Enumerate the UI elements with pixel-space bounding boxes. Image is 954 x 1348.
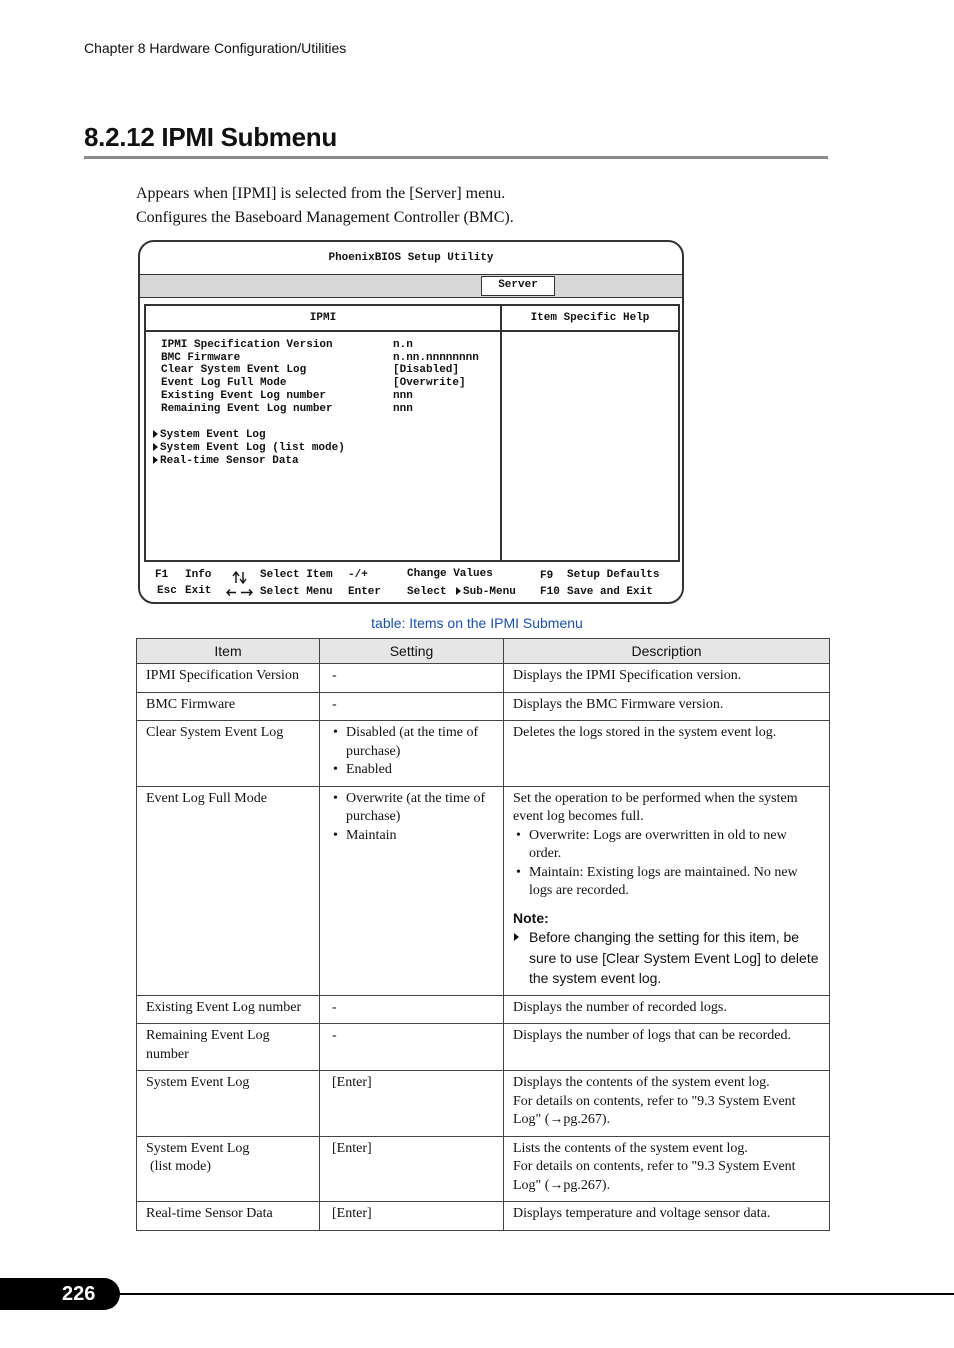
cell-setting: - bbox=[320, 1024, 504, 1071]
table-row bbox=[137, 995, 830, 1024]
table-row bbox=[137, 692, 830, 721]
field-ipmi-spec-version[interactable] bbox=[161, 339, 413, 352]
col-header-description: Description bbox=[504, 639, 830, 664]
description-text: Lists the contents of the system event log. bbox=[513, 1140, 748, 1156]
cell-description bbox=[504, 1071, 830, 1137]
cell-setting: [Enter] bbox=[320, 1202, 504, 1231]
field-label: IPMI Specification Version bbox=[161, 339, 333, 351]
table-row bbox=[137, 1136, 830, 1202]
title-rule bbox=[84, 156, 828, 159]
items-table bbox=[136, 638, 830, 1231]
setting-option: • Enabled bbox=[332, 761, 495, 780]
submenu-label: System Event Log bbox=[160, 429, 266, 441]
cell-item: Event Log Full Mode bbox=[137, 786, 320, 995]
cell-description: Displays the BMC Firmware version. bbox=[504, 692, 830, 721]
key-change-values: Change Values bbox=[407, 568, 493, 580]
submenu-label: Real-time Sensor Data bbox=[160, 455, 299, 467]
menu-server-tab[interactable]: Server bbox=[481, 276, 555, 296]
cell-description: Displays the number of logs that can be recorded. bbox=[504, 1024, 830, 1071]
cell-description: Displays the number of recorded logs. bbox=[504, 995, 830, 1024]
left-right-arrows-icon bbox=[226, 588, 254, 597]
table-row bbox=[137, 1024, 830, 1071]
field-value: [Disabled] bbox=[393, 364, 460, 376]
key-esc: Esc bbox=[157, 585, 177, 597]
field-label: Remaining Event Log number bbox=[161, 403, 333, 415]
key-minus-plus: -/+ bbox=[348, 569, 368, 581]
key-f10-label: Save and Exit bbox=[567, 586, 653, 598]
field-clear-sel[interactable] bbox=[161, 364, 460, 377]
bottom-rule bbox=[110, 1293, 954, 1295]
key-esc-label: Exit bbox=[185, 585, 212, 597]
field-value: nnn bbox=[393, 390, 413, 402]
cell-setting: - bbox=[320, 664, 504, 693]
field-label: Event Log Full Mode bbox=[161, 377, 287, 389]
table-row bbox=[137, 1071, 830, 1137]
ipmi-pane bbox=[146, 306, 502, 560]
help-pane bbox=[502, 306, 678, 560]
intro-line-2: Configures the Baseboard Management Controller (BMC). bbox=[136, 209, 514, 226]
field-label: Existing Event Log number bbox=[161, 390, 327, 402]
key-submenu-label: Sub-Menu bbox=[463, 586, 516, 598]
description-bullet: • Maintain: Existing logs are maintained. No new logs are recorded. bbox=[513, 864, 821, 901]
bios-screen bbox=[138, 240, 684, 604]
bios-main-frame bbox=[144, 304, 680, 562]
key-f9-label: Setup Defaults bbox=[567, 569, 660, 581]
submenu-realtime-sensor-data[interactable] bbox=[153, 455, 299, 467]
description-bullet: • Overwrite: Logs are overwritten in old to new order. bbox=[513, 827, 821, 864]
key-f10: F10 bbox=[540, 586, 560, 598]
cell-setting: - bbox=[320, 692, 504, 721]
table-row bbox=[137, 786, 830, 995]
key-select-label: Select bbox=[407, 586, 447, 598]
cell-setting bbox=[320, 721, 504, 787]
submenu-arrow-icon bbox=[153, 456, 158, 464]
cell-item: Remaining Event Log number bbox=[137, 1024, 320, 1071]
key-f1: F1 bbox=[155, 569, 169, 581]
submenu-label: System Event Log (list mode) bbox=[160, 442, 345, 454]
cell-description: Deletes the logs stored in the system event log. bbox=[504, 721, 830, 787]
cell-setting: [Enter] bbox=[320, 1071, 504, 1137]
key-leftright-label: Select Menu bbox=[260, 586, 333, 598]
bios-title: PhoenixBIOS Setup Utility bbox=[328, 252, 494, 264]
key-f1-label: Info bbox=[185, 569, 212, 581]
help-pane-header: Item Specific Help bbox=[502, 306, 678, 332]
key-updown-label: Select Item bbox=[260, 569, 333, 581]
cell-setting bbox=[320, 786, 504, 995]
cell-description: Displays temperature and voltage sensor data. bbox=[504, 1202, 830, 1231]
description-text: Displays the contents of the system event log. bbox=[513, 1075, 770, 1090]
cell-item: Clear System Event Log bbox=[137, 721, 320, 787]
setting-option: • Maintain bbox=[332, 827, 495, 846]
note-text-content: Before changing the setting for this item, be sure to use [Clear System Event Log] to delete the system event log. bbox=[529, 929, 819, 986]
table-header-row bbox=[137, 639, 830, 664]
submenu-system-event-log[interactable] bbox=[153, 429, 266, 441]
note-heading: Note: bbox=[513, 909, 549, 926]
field-event-log-full-mode[interactable] bbox=[161, 377, 466, 390]
setting-option: • Disabled (at the time of purchase) bbox=[332, 724, 495, 761]
table-row bbox=[137, 1202, 830, 1231]
cell-description bbox=[504, 786, 830, 995]
submenu-arrow-icon bbox=[153, 430, 158, 438]
cell-item: System Event Log bbox=[137, 1071, 320, 1137]
section-title: 8.2.12 IPMI Submenu bbox=[84, 122, 337, 152]
bios-menu-bar bbox=[140, 274, 682, 298]
note-text bbox=[513, 927, 821, 989]
key-enter: Enter bbox=[348, 586, 382, 598]
item-name-suffix: (list mode) bbox=[150, 1159, 212, 1174]
up-down-arrows-icon bbox=[232, 571, 248, 584]
note-arrow-icon bbox=[514, 933, 519, 941]
field-value: n.n bbox=[393, 339, 413, 351]
field-existing-log-number[interactable] bbox=[161, 390, 413, 403]
cell-item: Real-time Sensor Data bbox=[137, 1202, 320, 1231]
field-value: [Overwrite] bbox=[393, 377, 466, 389]
ipmi-pane-header: IPMI bbox=[146, 306, 500, 332]
field-value: n.nn.nnnnnnnn bbox=[393, 352, 479, 364]
table-row bbox=[137, 664, 830, 693]
cell-setting: [Enter] bbox=[320, 1136, 504, 1202]
field-label: BMC Firmware bbox=[161, 352, 241, 364]
submenu-arrow-icon bbox=[456, 587, 461, 595]
submenu-arrow-icon bbox=[153, 443, 158, 451]
cell-item: BMC Firmware bbox=[137, 692, 320, 721]
cell-item: Existing Event Log number bbox=[137, 995, 320, 1024]
description-reference: For details on contents, refer to "9.3 System Event Log" (→pg.267). bbox=[513, 1093, 796, 1127]
table-row bbox=[137, 721, 830, 787]
col-header-setting: Setting bbox=[320, 639, 504, 664]
field-label: Clear System Event Log bbox=[161, 364, 307, 376]
cell-item: IPMI Specification Version bbox=[137, 664, 320, 693]
table-caption: table: Items on the IPMI Submenu bbox=[371, 615, 583, 631]
submenu-system-event-log-list[interactable] bbox=[153, 442, 345, 454]
key-f9: F9 bbox=[540, 570, 554, 582]
key-submenu bbox=[456, 586, 516, 598]
description-text: Set the operation to be performed when the system event log becomes full. bbox=[513, 790, 798, 824]
intro-line-1: Appears when [IPMI] is selected from the [Server] menu. bbox=[136, 185, 506, 202]
field-value: nnn bbox=[393, 403, 413, 415]
description-reference: For details on contents, refer to "9.3 System Event Log" (→pg.267). bbox=[513, 1159, 796, 1193]
setting-option: • Overwrite (at the time of purchase) bbox=[332, 790, 495, 827]
col-header-item: Item bbox=[137, 639, 320, 664]
cell-description bbox=[504, 1136, 830, 1202]
page-number: 226 bbox=[0, 1278, 120, 1310]
field-remaining-log-number[interactable] bbox=[161, 403, 413, 416]
chapter-header: Chapter 8 Hardware Configuration/Utilities bbox=[84, 40, 347, 56]
cell-setting: - bbox=[320, 995, 504, 1024]
cell-item bbox=[137, 1136, 320, 1202]
item-name: System Event Log bbox=[146, 1140, 250, 1156]
cell-description: Displays the IPMI Specification version. bbox=[504, 664, 830, 693]
